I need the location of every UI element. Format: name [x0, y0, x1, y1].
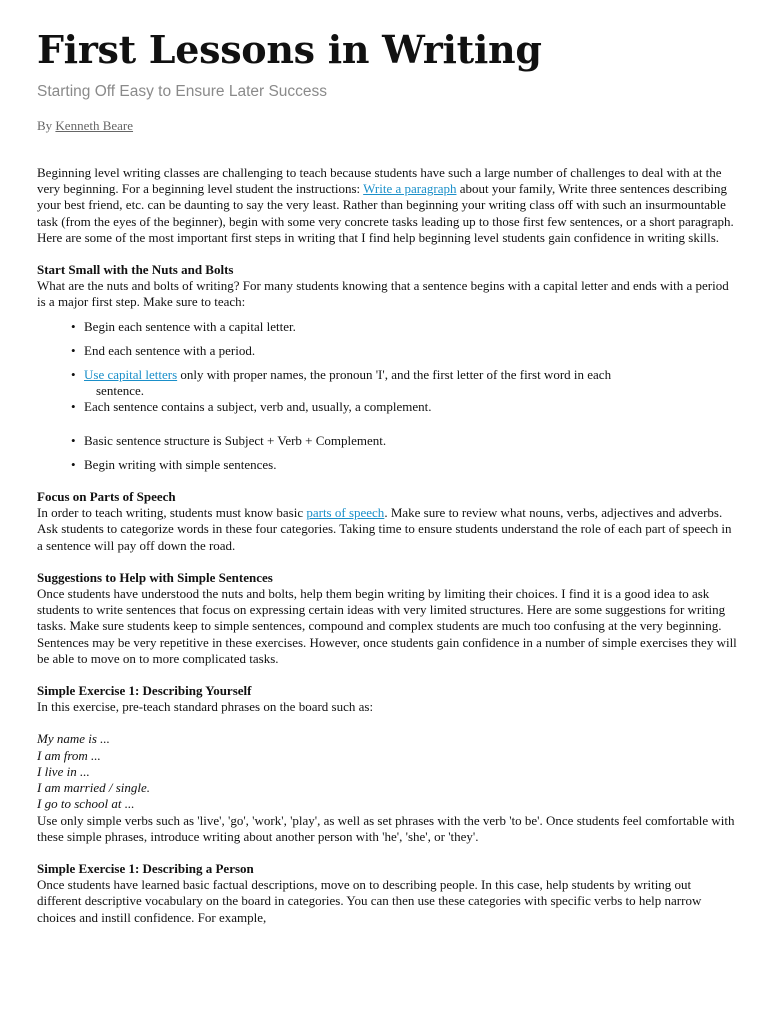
section-text-simple-sentences: Once students have understood the nuts and bolts, help them begin writing by limiting their choices. I find it is a good idea to ask students to write sentences that focus on expressing certain ideas with very limited structures. Here are some suggestions for writing tasks. Make sure students keep to simple sentences, compound and complex students are much too confusing at the very beginning. Sentences may be very repetitive in these exercises. However, once students gain confidence in a number of simple exercises they will be able to move on to more complicated tasks.	[37, 586, 737, 666]
phrase-item: I go to school at ...	[37, 796, 135, 812]
section-heading-exercise-yourself: Simple Exercise 1: Describing Yourself	[37, 683, 252, 699]
author-link[interactable]: Kenneth Beare	[55, 118, 134, 133]
section-text-exercise-yourself-after: Use only simple verbs such as 'live', 'go', 'work', 'play', as well as set phrases with the verb 'to be'. Once students feel comfortable with these simple phrases, introduce writing about another person with 'he', 'she', or 'they'.	[37, 812, 735, 844]
list-item: • Begin writing with simple sentences.	[37, 457, 737, 473]
use-capital-letters-link[interactable]: Use capital letters	[84, 367, 178, 383]
section-heading-parts-of-speech: Focus on Parts of Speech	[37, 489, 176, 505]
article-body	[37, 165, 737, 926]
byline-prefix: By	[37, 118, 56, 133]
list-item: • Basic sentence structure is Subject + Verb + Complement.	[37, 433, 737, 449]
article-subtitle: Starting Off Easy to Ensure Later Success	[37, 83, 328, 100]
nuts-bolts-list	[37, 319, 737, 473]
phrase-item: I live in ...	[37, 763, 90, 779]
list-item: • End each sentence with a period.	[37, 343, 737, 359]
section-heading-nuts-bolts: Start Small with the Nuts and Bolts	[37, 262, 234, 278]
list-item	[37, 367, 737, 399]
intro-paragraph-2: Here are some of the most important first steps in writing that I find help beginning level students gain confidence in writing skills.	[37, 229, 719, 245]
parts-text-b: . Make sure to review what nouns, verbs, adjectives and adverbs. Ask students to categorize words in these four categories. Taking time to ensure students understand the role of each part of speech in a sentence will pay off down the road.	[37, 505, 732, 553]
list-item: • Each sentence contains a subject, verb and, usually, a complement.	[37, 399, 737, 415]
article-title: First Lessons in Writing	[37, 27, 542, 72]
phrase-item: I am from ...	[37, 747, 101, 763]
section-text-exercise-yourself: In this exercise, pre-teach standard phrases on the board such as:	[37, 699, 374, 715]
section-text-parts-of-speech	[37, 505, 737, 554]
section-heading-exercise-person: Simple Exercise 1: Describing a Person	[37, 860, 254, 876]
phrase-item: My name is ...	[37, 731, 110, 747]
article	[37, 0, 737, 926]
parts-text-a: In order to teach writing, students must know basic	[37, 505, 307, 521]
section-heading-simple-sentences: Suggestions to Help with Simple Sentences	[37, 569, 273, 585]
phrase-list	[37, 731, 737, 812]
parts-of-speech-link[interactable]: parts of speech	[306, 505, 385, 521]
section-text-exercise-person: Once students have learned basic factual descriptions, move on to describing people. In this case, help students by writing out different descriptive vocabulary on the board in categories. You can then use these categories with specific verbs to help narrow choices and instill confidence. For example,	[37, 877, 702, 925]
write-a-paragraph-link[interactable]: Write a paragraph	[363, 181, 457, 197]
intro-paragraph	[37, 165, 737, 230]
phrase-item: I am married / single.	[37, 780, 151, 796]
list-item: • Begin each sentence with a capital letter.	[37, 319, 737, 335]
intro-text-b: about your family, Write three sentences describing your best friend, etc. can be daunting to say the very least. Rather than beginning your writing class off with such an insurmountable task (from the eyes of the beginner), begin with some very concrete tasks leading up to those first few sentences, or a short paragraph.	[37, 181, 734, 229]
section-text-nuts-bolts: What are the nuts and bolts of writing? For many students knowing that a sentence begins with a capital letter and ends with a period is a major first step. Make sure to teach:	[37, 278, 729, 310]
byline	[37, 117, 737, 134]
list-item-text: only with proper names, the pronoun 'I', and the first letter of the first word in each	[180, 367, 612, 383]
list-item-continuation: sentence.	[96, 383, 145, 399]
intro-text-a: Beginning level writing classes are challenging to teach because students have such a large number of challenges to deal with at the very beginning. For a beginning level student the instructions:	[37, 165, 722, 197]
